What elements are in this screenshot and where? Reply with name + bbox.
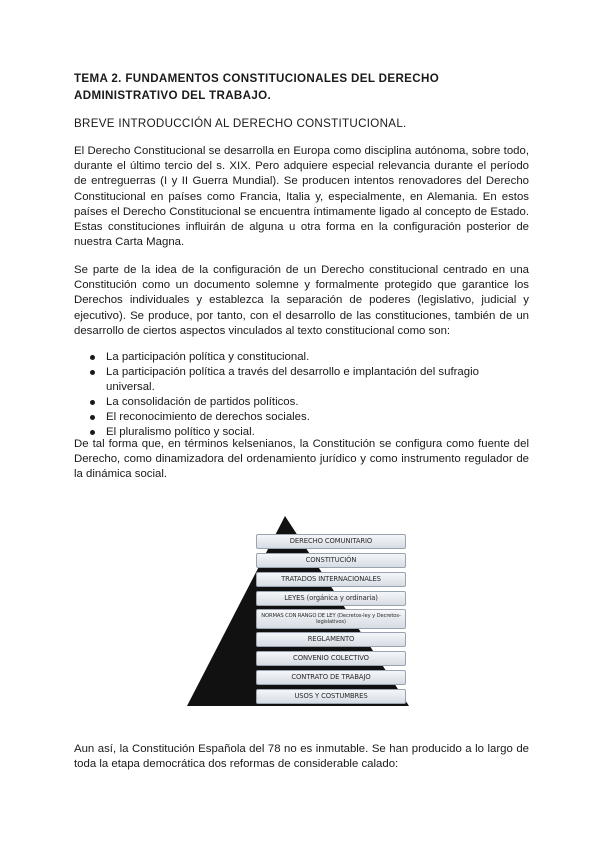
paragraph-4: Aun así, la Constitución Española del 78 no es inmutable. Se han producido a lo largo de toda la etapa democrática dos reformas de considerable calado: [74,743,529,771]
paragraph-1: El Derecho Constitucional se desarrolla en Europa como disciplina autónoma, sobre todo, durante el último tercio del s. XIX. Pero adquiere especial relevancia durante el período de entreguerras (I y II Guerra Mundial). Se producen intentos renovadores del Derecho Constitucional en países como Francia, Italia y, especialmente, en Alemania. En estos países el Derecho Constitucional se encuentra íntimamente ligado al concepto de Estado. Estas constituciones influirán de alguna u otra forma en la configuración posterior de nuestra Carta Magna. [74,145,529,249]
paragraph-3: De tal forma que, en términos kelsenianos, la Constitución se configura como fuente del Derecho, como dinamizadora del ordenamiento jurídico y como instrumento regulador de la dinámica social. [74,438,529,481]
document-title: TEMA 2. FUNDAMENTOS CONSTITUCIONALES DEL DERECHO ADMINISTRATIVO DEL TRABAJO. [74,72,440,102]
bullet-text: La participación política a través del desarrollo e implantación del sufragio universal. [106,366,479,394]
pyramid-level-convenio-colectivo: CONVENIO COLECTIVO [256,651,406,666]
pyramid-level-reglamento: REGLAMENTO [256,632,406,647]
paragraph-2: Se parte de la idea de la configuración de un Derecho constitucional centrado en una Constitución como un documento solemne y formalmente protegido que garantice los Derechos individuales y establezca la separación de poderes (legislativo, judicial y ejecutivo). Se produce, por tanto, con el desarrollo de las constituciones, también de un desarrollo de ciertos aspectos vinculados al texto constitucional como son: [74,264,529,337]
bullet-dot-icon [90,355,95,360]
normative-pyramid-figure [183,514,413,710]
pyramid-level-contrato-trabajo: CONTRATO DE TRABAJO [256,670,406,685]
bullet-item [74,395,529,410]
bullet-dot-icon [90,370,95,375]
bullet-text: El pluralismo político y social. [106,426,255,439]
bullet-item [74,350,529,365]
pyramid-level-normas-rango-ley: NORMAS CON RANGO DE LEY (Decretos-ley y Decretos-legislativos) [256,609,406,629]
bullet-dot-icon [90,400,95,405]
bullet-dot-icon [90,430,95,435]
bullet-item [74,365,529,395]
bullet-text: El reconocimiento de derechos sociales. [106,411,310,424]
bullet-dot-icon [90,415,95,420]
pyramid-level-derecho-comunitario: DERECHO COMUNITARIO [256,534,406,549]
pyramid-level-constitucion: CONSTITUCIÓN [256,553,406,568]
section-subtitle: BREVE INTRODUCCIÓN AL DERECHO CONSTITUCIONAL. [74,117,407,130]
pyramid-level-leyes: LEYES (orgánica y ordinaria) [256,591,406,606]
pyramid-level-usos-costumbres: USOS Y COSTUMBRES [256,689,406,704]
pyramid-level-tratados: TRATADOS INTERNACIONALES [256,572,406,587]
bullet-text: La consolidación de partidos políticos. [106,396,299,409]
bullet-text: La participación política y constitucional. [106,351,310,363]
bullet-item [74,410,529,425]
bullet-list [74,350,529,441]
